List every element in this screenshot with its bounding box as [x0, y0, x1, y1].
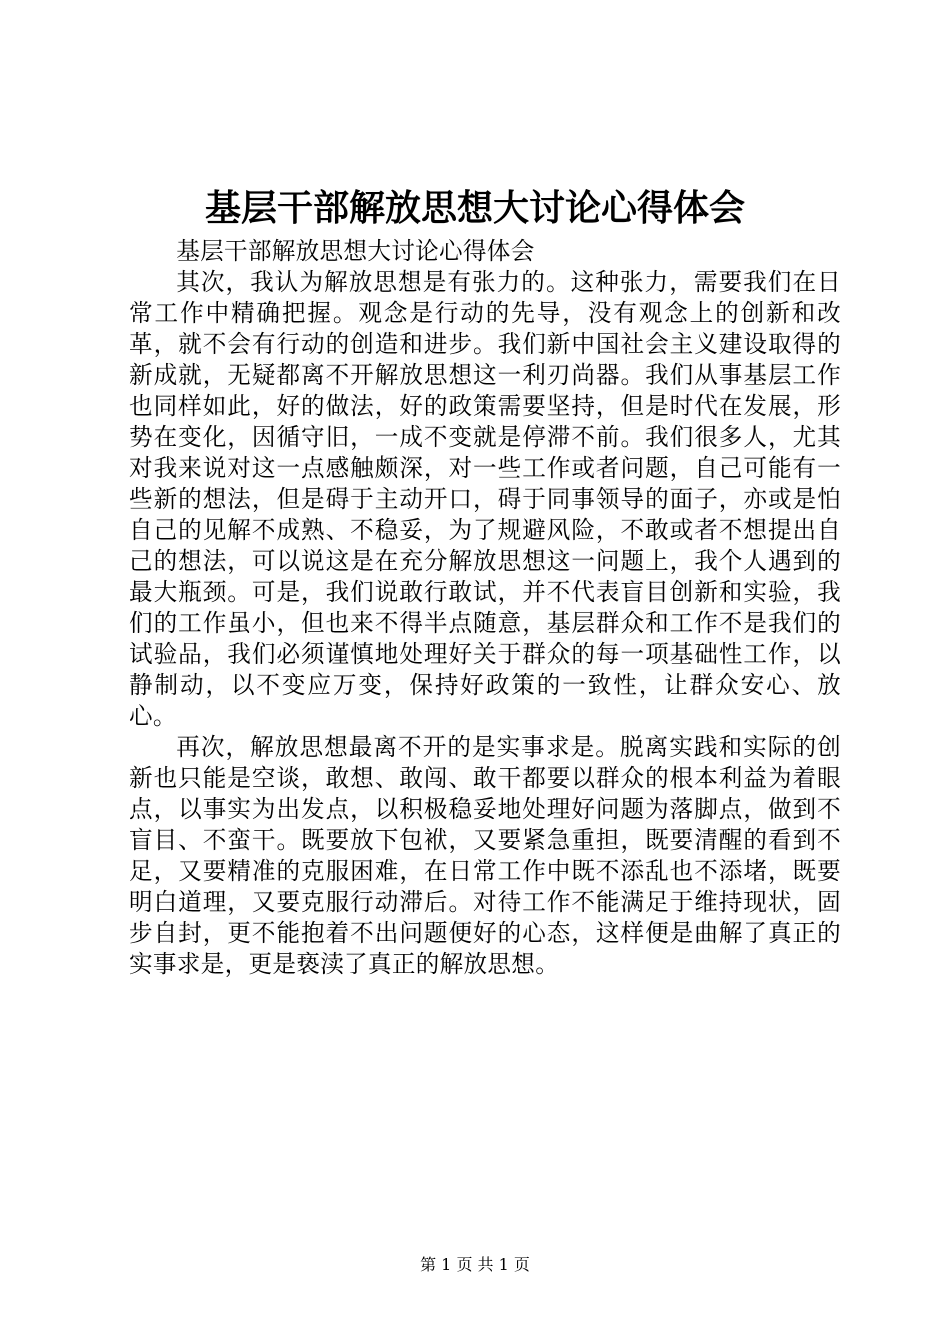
paragraph-2: 再次，解放思想最离不开的是实事求是。脱离实践和实际的创新也只能是空谈，敢想、敢闯、敢干都要以群众的根本利益为着眼点，以事实为出发点，以积极稳妥地处理好问题为落脚点，做到不盲目、不蛮干。既要放下包袱，又要紧急重担，既要清醒的看到不足，又要精准的克服困难，在日常工作中既不添乱也不添堵，既要明白道理，又要克服行动滞后。对待工作不能满足于维持现状，固步自封，更不能抱着不出问题便好的心态，这样便是曲解了真正的实事求是，更是亵渎了真正的解放思想。 [129, 733, 841, 978]
document-body [129, 236, 841, 980]
document-title: 基层干部解放思想大讨论心得体会 [204, 188, 745, 229]
page-footer: 第 1 页 共 1 页 [420, 1255, 530, 1274]
paragraph-1: 其次，我认为解放思想是有张力的。这种张力，需要我们在日常工作中精确把握。观念是行动的先导，没有观念上的创新和改革，就不会有行动的创造和进步。我们新中国社会主义建设取得的新成就，无疑都离不开解放思想这一利刃尚器。我们从事基层工作也同样如此，好的做法，好的政策需要坚持，但是时代在发展，形势在变化，因循守旧，一成不变就是停滞不前。我们很多人，尤其对我来说对这一点感触颇深，对一些工作或者问题，自己可能有一些新的想法，但是碍于主动开口，碍于同事领导的面子，亦或是怕自己的见解不成熟、不稳妥，为了规避风险，不敢或者不想提出自己的想法，可以说这是在充分解放思想这一问题上，我个人遇到的最大瓶颈。可是，我们说敢行敢试，并不代表盲目创新和实验，我们的工作虽小，但也来不得半点随意，基层群众和工作不是我们的试验品，我们必须谨慎地处理好关于群众的每一项基础性工作，以静制动，以不变应万变，保持好政策的一致性，让群众安心、放心。 [129, 268, 841, 730]
paragraph-subtitle: 基层干部解放思想大讨论心得体会 [176, 237, 535, 265]
